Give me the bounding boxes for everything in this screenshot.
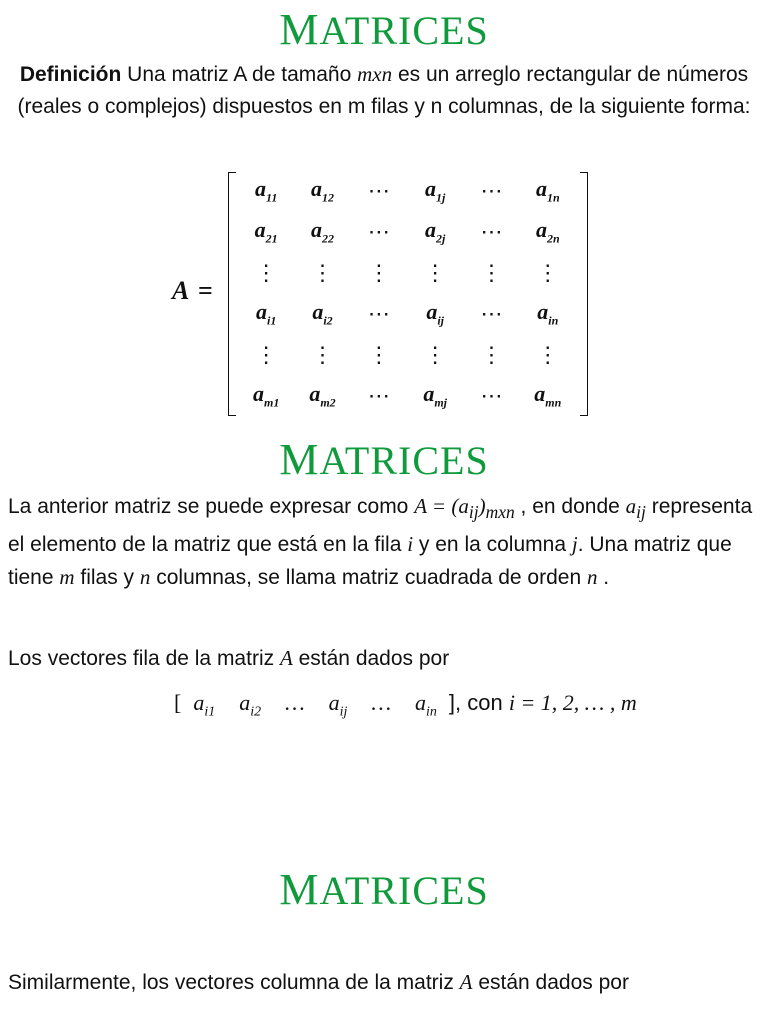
matrix-entry: $a_{m1}$: [252, 380, 280, 410]
matrix-entry: $a_{11}$: [254, 175, 278, 205]
matrix-entry: ⋮: [480, 341, 503, 367]
math: j: [571, 532, 578, 557]
matrix-entry: $a_{i1}$: [255, 298, 277, 328]
math-sub: ij: [636, 502, 646, 523]
math: n: [139, 565, 151, 590]
title-rest: ATRICES: [319, 8, 489, 53]
text: La anterior matriz se puede expresar como: [8, 495, 415, 518]
definition-text-1: Una matriz A de tamaño: [121, 63, 358, 86]
matrix-row: [238, 293, 576, 334]
definition-paragraph: [10, 58, 758, 123]
matrix-notation-paragraph: [8, 490, 760, 594]
text: .: [597, 566, 610, 590]
math: i: [407, 532, 414, 557]
matrix-entry: $a_{mj}$: [423, 380, 447, 410]
matrix-row: [238, 375, 576, 416]
matrix-entry: ⋮: [367, 259, 390, 285]
matrix-entry: $a_{1j}$: [424, 175, 446, 205]
row-vector-entry: $a_{in}$: [415, 690, 437, 720]
matrix-entry: $a_{21}$: [254, 216, 278, 246]
matrix-entry: $a_{mn}$: [534, 380, 562, 410]
matrix-entry: $a_{22}$: [310, 216, 334, 246]
matrix-entry: ⋯: [367, 218, 390, 244]
matrix-entry: ⋮: [536, 341, 559, 367]
title-initial: M: [279, 865, 320, 914]
matrix-entry: ⋮: [255, 341, 278, 367]
title-initial: M: [279, 435, 320, 484]
slide-title-1: [0, 5, 768, 54]
math-sub: mxn: [485, 502, 515, 523]
matrix-left-bracket: [228, 172, 236, 416]
matrix-right-bracket: [580, 172, 588, 416]
bracket-open: [: [174, 690, 182, 715]
matrix-entry: $a_{1n}$: [535, 175, 560, 205]
title-rest: ATRICES: [319, 868, 489, 913]
math-sub: ij: [468, 502, 479, 523]
matrix-entry: ⋮: [424, 341, 447, 367]
math: a: [625, 494, 637, 518]
text: . Una matriz que tiene: [8, 533, 732, 590]
text: Similarmente, los vectores columna de la matriz: [8, 971, 460, 994]
column-vectors-paragraph: [8, 966, 629, 999]
matrix-entry: $a_{12}$: [310, 175, 334, 205]
matrix-entry: ⋯: [367, 177, 390, 203]
slide-title-3: [0, 865, 768, 914]
row-index-condition: i = 1, 2, … , m: [508, 690, 637, 715]
definition-text-2: es un arreglo rectangular de números (reales o complejos) dispuestos en m filas y n columnas, de la siguiente forma:: [17, 63, 751, 118]
title-rest: ATRICES: [319, 438, 489, 483]
row-vector-expression: [174, 690, 637, 720]
text: filas y: [74, 566, 140, 590]
matrix-entry: $a_{2j}$: [424, 216, 446, 246]
matrix-entry: ⋮: [480, 259, 503, 285]
math: A = (a: [414, 494, 469, 518]
bracket-close: ], con: [448, 690, 509, 715]
matrix-entry: ⋯: [367, 300, 390, 326]
math-aij: [625, 494, 646, 523]
row-vector-entry: $a_{ij}$: [328, 690, 348, 720]
matrix-equals: =: [198, 276, 213, 305]
matrix-entry: ⋯: [480, 382, 503, 408]
text: , en donde: [514, 495, 626, 518]
matrix-row: [238, 211, 576, 252]
matrix-entry: ⋮: [367, 341, 390, 367]
math: n: [586, 565, 598, 590]
matrix-entry: $a_{2n}$: [535, 216, 560, 246]
matrix-entry: ⋮: [536, 259, 559, 285]
row-vectors-paragraph: [8, 642, 449, 675]
text: Los vectores fila de la matriz: [8, 647, 280, 670]
matrix-entry: ⋯: [367, 382, 390, 408]
math: ): [478, 494, 486, 518]
matrix-entry: ⋮: [311, 259, 334, 285]
math: A: [279, 646, 293, 670]
matrix-entry: $a_{ij}$: [426, 298, 444, 328]
definition-label: Definición: [19, 63, 122, 86]
matrix-entry: ⋮: [311, 341, 334, 367]
matrix-grid: [238, 170, 576, 416]
matrix-entry: ⋯: [480, 177, 503, 203]
definition-math: mxn: [357, 62, 393, 86]
text: representa el elemento de la matriz que está en la fila: [8, 495, 753, 557]
text: están dados por: [292, 647, 450, 670]
matrix-entry: ⋮: [424, 259, 447, 285]
math: m: [59, 565, 75, 590]
title-initial: M: [279, 5, 320, 54]
text: y en la columna: [413, 533, 572, 557]
matrix-entry: ⋯: [480, 300, 503, 326]
matrix-entry: $a_{in}$: [537, 298, 559, 328]
matrix-row: [238, 170, 576, 211]
row-vector-entry: …: [371, 690, 392, 715]
text: están dados por: [472, 971, 629, 994]
matrix-label: A: [172, 276, 190, 305]
slide-title-2: [0, 435, 768, 484]
math: A: [459, 970, 473, 994]
matrix-row: [238, 252, 576, 293]
matrix-row: [238, 334, 576, 375]
matrix-entry: ⋯: [480, 218, 503, 244]
row-vector-entry: $a_{i2}$: [239, 690, 262, 720]
row-vector-entry: …: [285, 690, 305, 715]
text: columnas, se llama matriz cuadrada de orden: [150, 566, 587, 590]
matrix-entry: $a_{i2}$: [312, 298, 333, 328]
row-vector-entry: $a_{i1}$: [193, 690, 216, 720]
matrix-entry: ⋮: [255, 259, 278, 285]
math-expression: [414, 494, 515, 523]
matrix-entry: $a_{m2}$: [309, 380, 336, 410]
